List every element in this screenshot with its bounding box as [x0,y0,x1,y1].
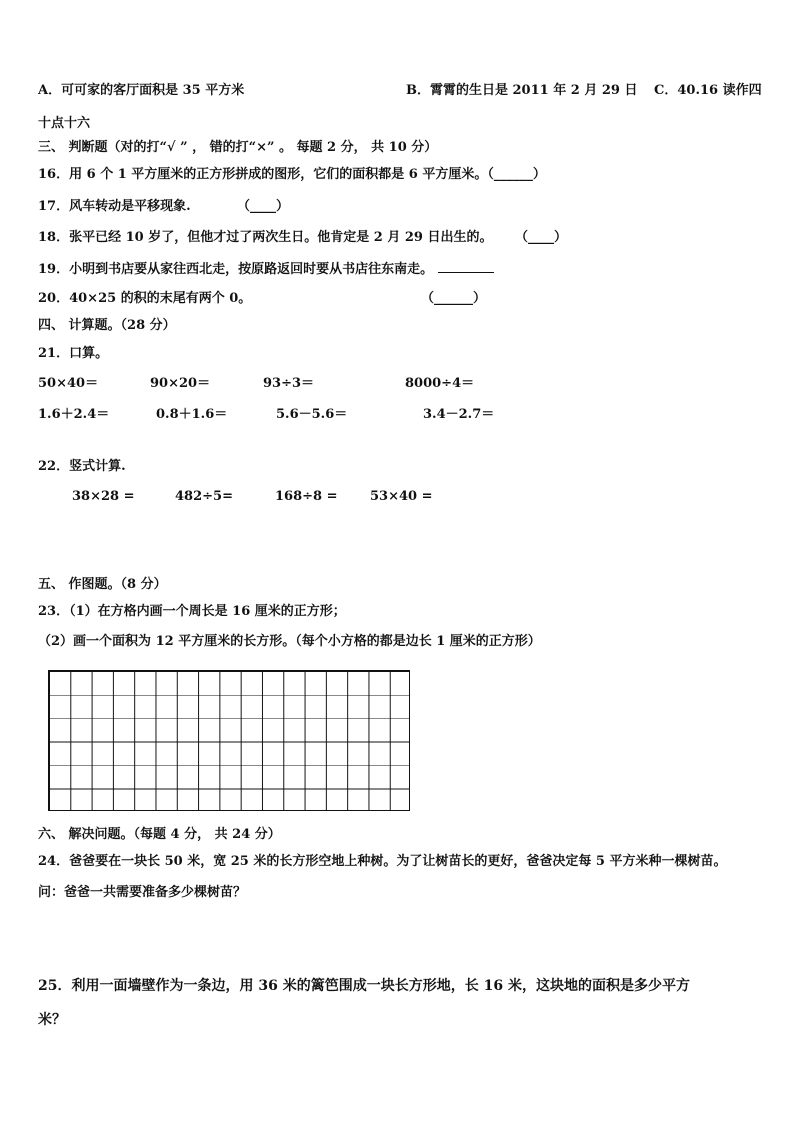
question-19-text: 19．小明到书店要从家往西北走，按原路返回时要从书店往东南走。 [38,262,434,277]
section4-heading: 四、 计算题。（28 分） [38,318,176,333]
question-23-part1: 23．（1）在方格内画一个周长是 16 厘米的正方形； [38,604,346,619]
question-17-answer-blank[interactable]: （____） [237,199,290,214]
oral-calc-4: 8000÷4＝ [405,376,475,391]
question-16 [38,166,546,184]
question-18-answer-blank[interactable]: （____） [515,230,568,245]
vertical-calc-1: 38×28 = [72,489,135,504]
option-a: A．可可家的客厅面积是 35 平方米 [38,83,245,98]
vertical-calc-2: 482÷5= [175,489,233,504]
option-c: C．40.16 读作四 [654,83,762,98]
section5-heading: 五、 作图题。（8 分） [38,577,167,592]
oral-calc-2: 90×20＝ [150,376,211,391]
section6-heading: 六、 解决问题。（每题 4 分， 共 24 分） [38,827,281,842]
option-c-continued: 十点十六 [38,116,91,131]
oral-calc-3: 93÷3＝ [263,376,315,391]
question-18 [38,229,492,247]
vertical-calc-3: 168÷8 = [275,489,338,504]
square-grid[interactable] [48,670,410,811]
question-25-line1: 25．利用一面墙壁作为一条边，用 36 米的篱笆围成一块长方形地，长 16 米，这块地的面积是多少平方 [38,978,690,994]
oral-calc-5: 1.6＋2.4＝ [38,407,110,422]
question-17: 17．风车转动是平移现象. [38,199,191,214]
question-24-line1: 24．爸爸要在一块长 50 米，宽 25 米的长方形空地上种树。为了让树苗长的更好，爸爸决定每 5 平方米种一棵树苗。 [38,854,727,869]
question-25-line2: 米？ [38,1012,66,1028]
vertical-calc-4: 53×40 = [370,489,433,504]
section3-heading: 三、 判断题（对的打“√ ” ， 错的打“×” 。 每题 2 分， 共 10 分） [38,140,438,155]
option-b: B．霄霄的生日是 2011 年 2 月 29 日 [406,83,638,98]
oral-calc-7: 5.6－5.6＝ [276,407,348,422]
oral-calc-1: 50×40＝ [38,376,99,391]
question-16-text: 16．用 6 个 1 平方厘米的正方形拼成的图形，它们的面积都是 6 平方厘米。 [38,167,488,182]
question-19 [38,260,494,279]
question-16-answer-blank[interactable]: （______） [487,167,546,182]
question-24-line2: 问：爸爸一共需要准备多少棵树苗？ [38,885,247,900]
oral-calc-8: 3.4－2.7＝ [423,407,495,422]
question-23-part2: （2）画一个面积为 12 平方厘米的长方形。（每个小方格的都是边长 1 厘米的正方形） [38,634,541,649]
question-19-answer-blank[interactable] [438,260,494,273]
question-20: 20．40×25 的积的末尾有两个 0。 [38,291,252,306]
oral-calc-6: 0.8＋1.6＝ [156,407,228,422]
question-20-answer-blank[interactable]: （______） [421,291,487,306]
question-21: 21．口算。 [38,346,109,361]
question-18-text: 18．张平已经 10 岁了，但他才过了两次生日。他肯定是 2 月 29 日出生的。 [38,230,493,245]
question-22: 22．竖式计算. [38,459,126,474]
